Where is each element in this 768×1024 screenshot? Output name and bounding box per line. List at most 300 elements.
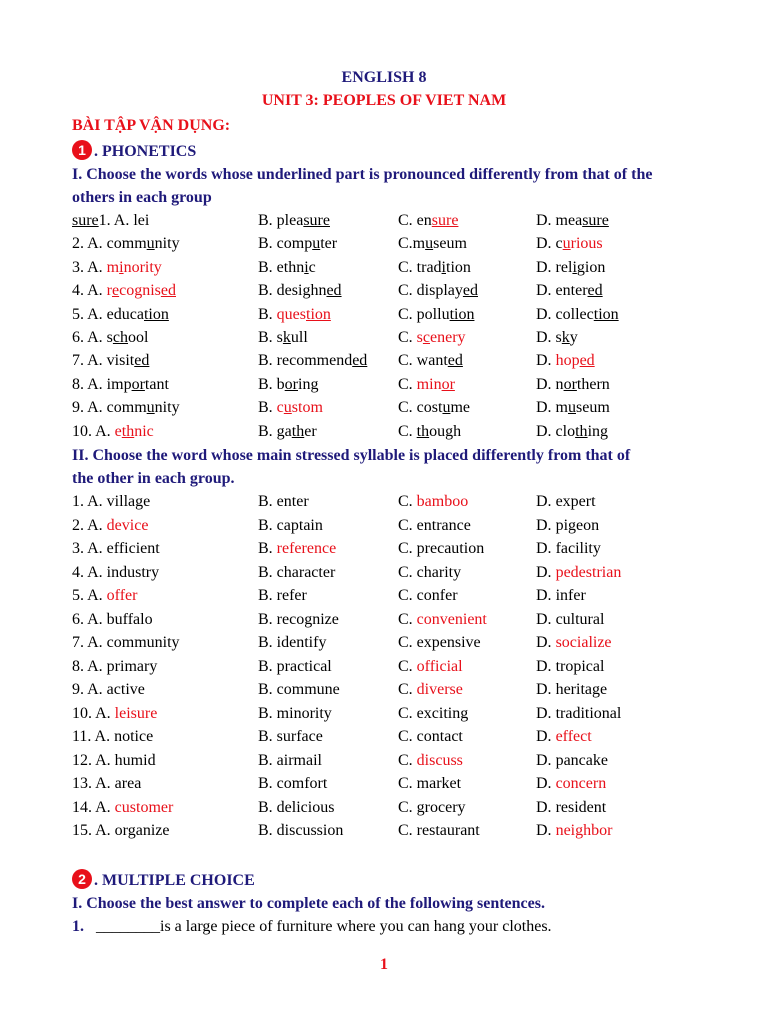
answer-option[interactable] [72,728,153,746]
option-word: industry [106,563,160,581]
answer-option[interactable] [258,399,323,417]
option-label: 12. A. [72,751,115,769]
answer-option[interactable] [72,517,148,535]
answer-option[interactable] [258,423,317,441]
answer-option[interactable] [536,658,604,676]
option-label: D. [536,563,556,581]
option-word: character [276,563,336,581]
option-word: y [569,329,578,346]
answer-option[interactable] [398,517,471,535]
option-label: D. [536,728,556,745]
answer-option[interactable] [536,352,595,370]
answer-option[interactable] [536,423,608,441]
answer-option[interactable] [258,235,337,253]
option-word: grocery [416,798,466,816]
question-row [72,775,752,798]
option-label: C. [398,422,417,440]
answer-option[interactable] [72,634,180,652]
answer-option[interactable] [536,540,601,558]
answer-option[interactable] [72,822,169,840]
phonetics-instruction-1: I. Choose the words whose underlined part is pronounced differently from that of the [72,166,653,183]
option-label: B. [258,399,277,417]
answer-option[interactable] [258,658,332,676]
option-label: C. [398,493,417,510]
answer-option[interactable] [72,775,141,793]
option-word: restaurant [416,822,480,839]
answer-option[interactable] [258,493,309,511]
option-word: er [304,422,317,440]
page-number: 1 [380,956,388,973]
underlined-part: sure [431,212,459,229]
option-word: seum [576,399,610,417]
answer-option[interactable] [72,423,154,441]
option-label: B. [258,704,277,722]
answer-option[interactable] [536,259,605,277]
option-word: infer [555,587,586,604]
option-label: 7. A. [72,634,107,651]
option-word: effect [555,728,592,745]
answer-option[interactable] [398,493,468,511]
option-word: concern [555,775,607,792]
option-word: diverse [416,681,463,698]
option-label: 8. A. imp [72,375,132,393]
option-label: D. [536,587,556,604]
answer-option[interactable] [258,352,367,370]
option-label: B. ga [258,422,292,440]
underlined-part: th [291,422,305,440]
option-label: C. [398,563,417,581]
option-label: D. clo [536,422,576,440]
answer-option[interactable] [398,329,466,347]
option-word: area [114,775,142,792]
option-label: B. [258,610,277,628]
answer-option[interactable] [536,517,599,535]
underlined-part: u [562,235,571,253]
unit-title: UNIT 3: PEOPLES OF VIET NAM [261,92,507,109]
option-label: C. [398,681,417,698]
answer-option[interactable] [398,799,466,817]
answer-option[interactable] [72,212,149,230]
answer-option[interactable] [398,235,467,253]
option-label: 14. A. [72,798,115,816]
answer-option[interactable] [258,282,342,300]
answer-blank[interactable]: ________ [96,918,160,935]
option-label: D. [536,540,556,557]
answer-option[interactable] [72,752,156,770]
answer-option[interactable] [536,728,592,746]
answer-option[interactable] [72,564,159,582]
option-word: bamboo [416,493,469,510]
option-word: device [106,516,149,534]
option-label: 3. A. [72,540,107,557]
option-label: C. [398,516,417,534]
option-word: buffalo [106,610,153,628]
answer-option[interactable] [72,329,148,347]
option-word: 1. A. lei [98,212,150,229]
option-word: commune [276,681,340,698]
answer-option[interactable] [398,775,461,793]
answer-option[interactable] [72,705,157,723]
option-word: ing [587,422,609,440]
question-row [72,306,752,329]
underlined-part: sure [303,212,330,229]
option-label: B. [258,305,277,323]
question-row [72,517,752,540]
option-word: discussion [276,822,344,839]
question-row [72,658,752,681]
section-multiple-choice-heading [72,869,255,890]
option-word: confer [416,587,458,604]
option-label: C. [398,329,417,346]
option-label: C. [398,587,417,604]
answer-option[interactable] [258,705,332,723]
answer-option[interactable] [258,681,340,699]
option-word: tant [144,375,169,393]
answer-option[interactable] [398,259,471,277]
option-label: B. [258,587,277,604]
underlined-part: tion [143,305,169,323]
question-row [72,634,752,657]
option-label: D. m [536,399,568,417]
option-label: D. [536,751,556,769]
answer-option[interactable] [398,212,458,230]
answer-option[interactable] [398,306,474,324]
stress-instruction: II. Choose the word whose main stressed syllable is placed differently from that of [72,447,631,464]
answer-option[interactable] [72,799,173,817]
option-label: C. [398,540,417,557]
answer-option[interactable] [536,376,610,394]
answer-option[interactable] [536,329,578,347]
underlined-part: u [425,235,434,253]
option-word: identify [276,634,327,651]
option-label: B. s [258,329,283,346]
answer-option[interactable] [258,611,339,629]
option-label: C. [398,610,417,628]
answer-option[interactable] [72,540,160,558]
question-row [72,212,752,235]
option-label: 11. A. [72,728,115,745]
option-label: 10. A. [72,422,115,440]
question-row [72,259,752,282]
option-word: reference [276,540,337,557]
option-label: B. [258,751,277,769]
underlined-part: th [121,422,135,440]
option-word: enery [430,329,466,346]
option-word: rious [570,235,603,253]
answer-option[interactable] [536,752,608,770]
underlined-part: e [112,282,120,300]
option-label: C. [398,751,417,769]
answer-option[interactable] [398,728,463,746]
answer-option[interactable] [536,611,604,629]
question-row [72,352,752,375]
option-label: C. display [398,282,463,300]
option-word: pigeon [555,516,600,534]
option-label: B. [258,563,277,581]
option-label: C. [398,634,417,651]
section-title: . PHONETICS [94,143,197,160]
option-label: D. c [536,235,563,253]
underlined-part: c [422,329,431,346]
answer-option[interactable] [72,493,150,511]
option-label: D. [536,610,556,628]
answer-option[interactable] [258,728,323,746]
option-word: expert [555,493,596,510]
underlined-part: ed [326,282,342,300]
underlined-part: u [442,399,451,417]
underlined-part: sure [582,212,609,229]
answer-option[interactable] [536,822,612,840]
option-label: 7. A. visit [72,352,135,370]
answer-option[interactable] [72,681,145,699]
answer-option[interactable] [398,752,463,770]
answer-option[interactable] [398,352,463,370]
question-row [72,540,752,563]
option-word: nity [154,399,180,417]
answer-option[interactable] [258,799,334,817]
underlined-part: u [312,235,321,253]
answer-option[interactable] [258,540,336,558]
option-label: C. [398,798,417,816]
option-word: traditional [555,704,622,722]
underlined-part: ed [587,282,603,300]
option-word: exciting [416,704,469,722]
option-word: m [106,258,120,276]
answer-option[interactable] [398,822,480,840]
option-label: B. [258,728,277,745]
underlined-part: u [283,399,292,417]
option-label: D. [536,657,556,675]
answer-option[interactable] [72,282,176,300]
question-row [72,681,752,704]
underlined-part: i [572,258,577,276]
answer-option[interactable] [398,587,458,605]
answer-option[interactable] [536,705,621,723]
option-label: D. rel [536,258,573,276]
answer-option[interactable] [258,329,308,347]
answer-option[interactable] [398,658,463,676]
option-label: B. [258,634,277,651]
answer-option[interactable] [398,611,487,629]
option-word: efficient [106,540,160,557]
answer-option[interactable] [72,259,162,277]
option-label: B. b [258,375,285,393]
question-row [72,822,752,845]
option-label: D. n [536,375,564,393]
option-label: 2. A. comm [72,235,147,253]
answer-option[interactable] [72,658,157,676]
option-word: convenient [416,610,487,628]
option-word: contact [416,728,463,745]
answer-option[interactable] [398,634,481,652]
answer-option[interactable] [258,212,330,230]
answer-option[interactable] [536,681,607,699]
answer-option[interactable] [398,399,470,417]
option-label: C. cost [398,399,443,417]
option-word: enter [276,493,309,510]
section-number-badge: 2 [72,869,92,889]
answer-option[interactable] [72,611,153,629]
option-word: tropical [555,657,605,675]
option-word: humid [114,751,156,769]
option-label: 4. A. [72,282,107,300]
question-row [72,329,752,352]
option-word: nority [123,258,162,276]
answer-option[interactable] [258,587,307,605]
option-label: 3. A. [72,258,107,276]
section-title: . MULTIPLE CHOICE [94,872,255,889]
phonetics-instruction-1-cont: others in each group [72,189,212,206]
option-label: B. [258,775,277,792]
option-label: D. [536,516,556,534]
answer-option[interactable] [258,376,318,394]
option-word: tion [446,258,471,276]
answer-option[interactable] [398,376,455,394]
option-word: offer [106,587,138,604]
option-word: primary [106,657,158,675]
answer-option[interactable] [398,705,468,723]
answer-option[interactable] [398,282,478,300]
underlined-part: u [146,399,155,417]
question-row [72,282,752,305]
answer-option[interactable] [536,235,603,253]
answer-option[interactable] [72,235,180,253]
option-word: charity [416,563,462,581]
option-label: D. [536,775,556,792]
answer-option[interactable] [258,822,343,840]
option-word: active [106,681,145,698]
option-word: delicious [276,798,335,816]
underlined-part: or [131,375,145,393]
option-label: D. [536,493,556,510]
page-title: ENGLISH 8 [341,69,427,86]
option-label: C.m [398,235,426,253]
answer-option[interactable] [536,634,612,652]
answer-option[interactable] [536,775,606,793]
option-label: C. [398,775,417,792]
option-label: C. [398,822,417,839]
option-word: me [450,399,470,417]
option-label: C. [398,375,417,393]
answer-option[interactable] [258,564,335,582]
option-word: airmail [276,751,322,769]
answer-option[interactable] [258,306,331,324]
option-word: minority [276,704,332,722]
answer-option[interactable] [536,493,596,511]
answer-option[interactable] [398,423,461,441]
option-label: 9. A. comm [72,399,147,417]
answer-option[interactable] [258,517,323,535]
answer-option[interactable] [536,306,619,324]
answer-option[interactable] [258,259,316,277]
option-label: D. [536,352,556,370]
option-label: B. [258,657,277,675]
question-row [72,752,752,775]
option-label: B. plea [258,212,304,229]
question-row [72,587,752,610]
option-word: socialize [555,634,612,651]
option-word: e [114,422,122,440]
option-label: 6. A. [72,610,107,628]
underlined-part: ch [112,329,129,346]
underlined-part: ed [352,352,368,370]
answer-option[interactable] [398,540,484,558]
answer-option[interactable] [536,587,586,605]
underlined-part: or [441,375,455,393]
option-label: B. [258,540,277,557]
underlined-part: tion [449,305,475,323]
option-word: ing [298,375,319,393]
option-word: cultural [555,610,605,628]
answer-option[interactable] [258,775,327,793]
answer-option[interactable] [258,634,326,652]
option-label: B. [258,493,277,510]
answer-option[interactable] [536,399,610,417]
question-row [72,705,752,728]
underlined-part: i [119,258,124,276]
option-word: ough [429,422,462,440]
answer-option[interactable] [72,306,169,324]
option-label: 5. A. [72,587,107,604]
option-label: B. [258,822,277,839]
underlined-part: th [416,422,430,440]
option-word: organize [114,822,170,839]
question-row [72,728,752,751]
answer-option[interactable] [398,564,461,582]
section-phonetics-heading [72,140,196,161]
option-word: discuss [416,751,463,769]
answer-option[interactable] [72,352,149,370]
answer-option[interactable] [536,212,609,230]
answer-option[interactable] [72,587,137,605]
answer-option[interactable] [398,681,463,699]
question-text: is a large piece of furniture where you can hang your clothes. [160,918,552,935]
question-row [72,564,752,587]
option-word: stom [291,399,323,417]
answer-option[interactable] [536,799,606,817]
option-label: D. s [536,329,562,346]
answer-option[interactable] [258,752,322,770]
exercise-heading: BÀI TẬP VẬN DỤNG: [72,117,231,134]
option-word: comfort [276,775,328,792]
option-label: C. [398,704,417,722]
option-label: B. [258,516,277,534]
underlined-part: or [563,375,577,393]
underlined-part: tion [593,305,619,323]
option-word: pedestrian [555,563,622,581]
underlined-part: u [146,235,155,253]
option-word: gion [576,258,606,276]
option-word: customer [114,798,174,816]
option-word: market [416,775,462,792]
underlined-part: u [568,399,576,417]
question-row [72,399,752,422]
question-row [72,611,752,634]
option-label: 1. A. [72,493,107,510]
option-word: leisure [114,704,158,722]
option-word: captain [276,516,323,534]
option-label: D. collec [536,305,594,323]
answer-option[interactable] [536,282,603,300]
question-row [72,376,752,399]
underlined-part: i [304,258,309,276]
option-label: D. [536,822,556,839]
answer-option[interactable] [72,376,169,394]
answer-option[interactable] [72,399,180,417]
option-word: practical [276,657,332,675]
option-word: official [416,657,463,675]
answer-option[interactable] [536,564,621,582]
